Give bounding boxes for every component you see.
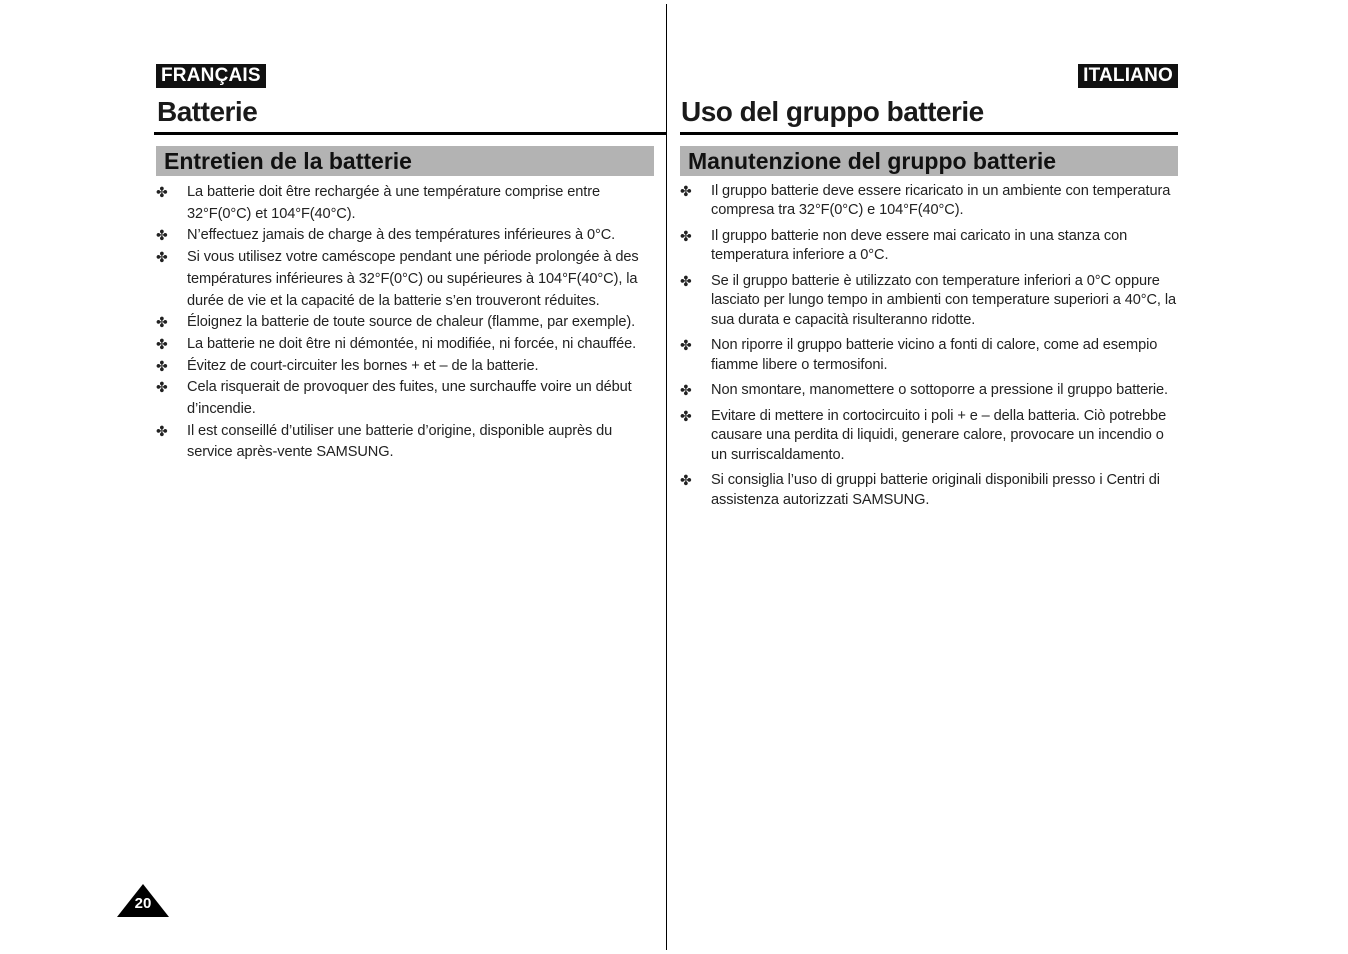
- list-item-text: Éloignez la batterie de toute source de chaleur (flamme, par exemple).: [187, 314, 636, 331]
- list-item-text: N’effectuez jamais de charge à des températures inférieures à 0°C.: [187, 227, 616, 244]
- four-petal-cross-icon: ✤: [156, 335, 168, 352]
- language-row-it: [680, 64, 1178, 88]
- title-underline-it: [680, 132, 1178, 135]
- list-item: [680, 471, 1178, 510]
- four-petal-cross-icon: ✤: [680, 273, 692, 289]
- language-row-fr: [156, 64, 654, 88]
- language-badge-it: ITALIANO: [1078, 64, 1178, 88]
- list-item: [680, 227, 1178, 266]
- title-underline-fr: [154, 132, 666, 135]
- list-item-text: Il gruppo batterie non deve essere mai caricato in una stanza con temperatura inferiore a 0°C.: [711, 228, 1128, 264]
- page-title-fr: Batterie: [157, 96, 258, 127]
- list-item-text: La batterie ne doit être ni démontée, ni modifiée, ni forcée, ni chauffée.: [187, 335, 637, 352]
- language-badge-fr: FRANÇAIS: [156, 64, 266, 88]
- four-petal-cross-icon: ✤: [680, 472, 692, 489]
- list-item-text: La batterie doit être rechargée à une température comprise entre 32°F(0°C) et 104°F(40°C).: [187, 184, 601, 222]
- list-item-text: Il est conseillé d’utiliser une batterie d’origine, disponible auprès du service après-vente SAMSUNG.: [187, 422, 613, 461]
- page-number-marker: [117, 884, 169, 917]
- bullet-list-it: [680, 182, 1178, 510]
- list-item: [156, 182, 654, 225]
- four-petal-cross-icon: ✤: [156, 357, 168, 374]
- list-item-text: Non riporre il gruppo batterie vicino a fonti di calore, come ad esempio fiamme libere o termosifoni.: [711, 337, 1158, 373]
- french-column: [156, 64, 654, 464]
- list-item-text: Se il gruppo batterie è utilizzato con temperature inferiori a 0°C oppure lasciato per lungo tempo in ambienti con temperature superiori a 40°C, la sua durata e capacità risulteranno ridotte.: [711, 273, 1176, 328]
- list-item-text: Si consiglia l’uso di gruppi batterie originali disponibili presso i Centri di assistenza autorizzati SAMSUNG.: [711, 472, 1160, 508]
- four-petal-cross-icon: ✤: [156, 379, 168, 396]
- list-item: [156, 334, 654, 356]
- list-item: [680, 407, 1178, 465]
- four-petal-cross-icon: ✤: [156, 227, 168, 244]
- list-item: [680, 336, 1178, 375]
- list-item: [680, 182, 1178, 221]
- page-title-it: Uso del gruppo batterie: [681, 96, 984, 127]
- list-item: [156, 225, 654, 247]
- section-heading-it: Manutenzione del gruppo batterie: [680, 146, 1178, 176]
- list-item: [156, 356, 654, 378]
- four-petal-cross-icon: ✤: [680, 183, 692, 199]
- four-petal-cross-icon: ✤: [156, 422, 168, 439]
- list-item: [156, 247, 654, 312]
- center-divider: [666, 4, 667, 950]
- list-item-text: Il gruppo batterie deve essere ricaricato in un ambiente con temperatura compresa tra 32°F(0°C) e 104°F(40°C).: [711, 183, 1171, 219]
- list-item-text: Si vous utilisez votre caméscope pendant une période prolongée à des températures inférieures à 32°F(0°C) ou supérieures à 104°F(40°C), la durée de vie et la capacité de la batterie s’en trouveront réduites.: [187, 249, 639, 309]
- section-heading-fr: Entretien de la batterie: [156, 146, 654, 176]
- list-item: [156, 421, 654, 464]
- list-item: [680, 381, 1178, 400]
- four-petal-cross-icon: ✤: [156, 314, 168, 331]
- list-item: [156, 312, 654, 334]
- list-item-text: Cela risquerait de provoquer des fuites, une surchauffe voire un début d’incendie.: [187, 379, 632, 418]
- list-item-text: Évitez de court-circuiter les bornes + et – de la batterie.: [187, 357, 539, 374]
- four-petal-cross-icon: ✤: [680, 408, 692, 424]
- list-item: [156, 377, 654, 420]
- four-petal-cross-icon: ✤: [156, 184, 168, 200]
- list-item-text: Evitare di mettere in cortocircuito i poli + e – della batteria. Ciò potrebbe causare una perdita di liquidi, generare calore, provocare un incendio o un surriscaldamento.: [711, 408, 1167, 463]
- four-petal-cross-icon: ✤: [680, 382, 692, 399]
- four-petal-cross-icon: ✤: [156, 249, 168, 266]
- italian-column: [680, 64, 1178, 516]
- bullet-list-fr: [156, 182, 654, 464]
- list-item: [680, 272, 1178, 330]
- list-item-text: Non smontare, manomettere o sottoporre a pressione il gruppo batterie.: [711, 382, 1169, 399]
- four-petal-cross-icon: ✤: [680, 337, 692, 354]
- four-petal-cross-icon: ✤: [680, 228, 692, 244]
- page-number: 20: [134, 895, 152, 912]
